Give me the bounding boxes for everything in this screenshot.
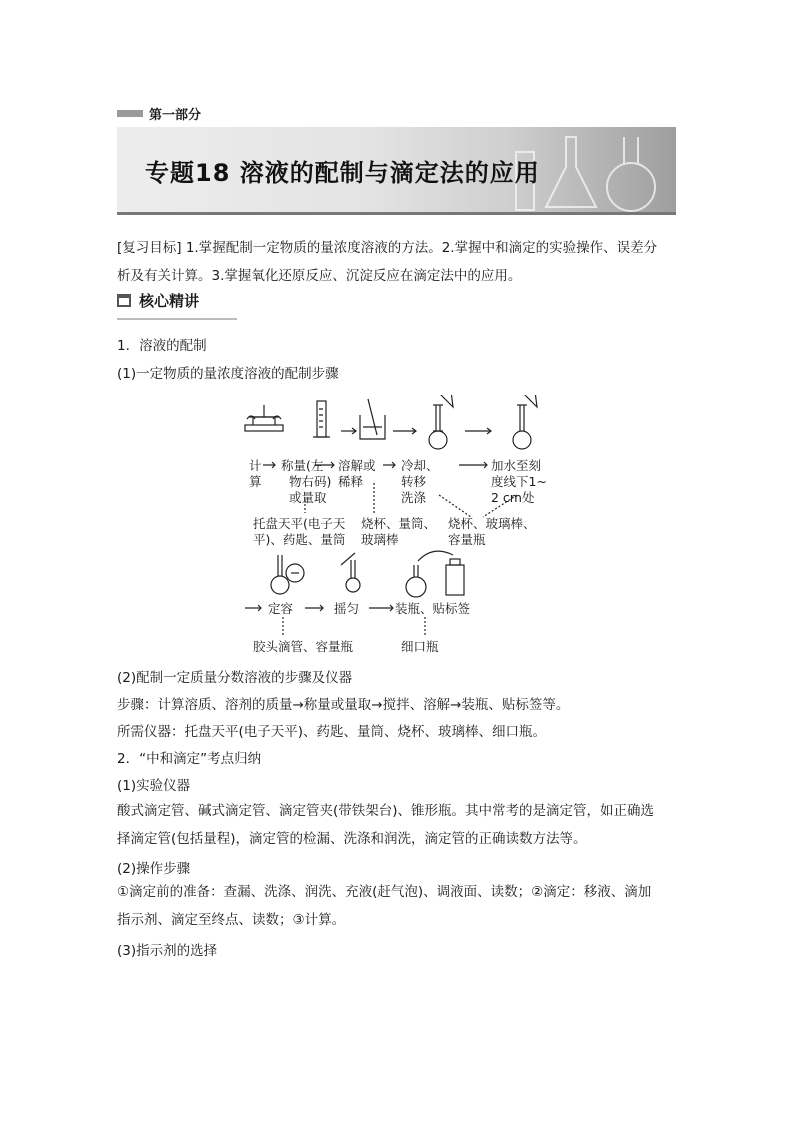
flask-and-bottle-icon — [406, 551, 464, 597]
subheading-operation-steps: (2)操作步骤 — [117, 861, 191, 877]
heading-solution-preparation: 1．溶液的配制 — [117, 338, 207, 354]
mass-fraction-steps: 步骤：计算溶质、溶剂的质量→称量或量取→搅拌、溶解→装瓶、贴标签等。 — [117, 697, 570, 713]
step-shake: 摇匀 — [334, 601, 360, 616]
subheading-mass-fraction: (2)配制一定质量分数溶液的步骤及仪器 — [117, 670, 353, 686]
instruments-dissolve: 烧杯、量筒、 玻璃棒 — [361, 516, 437, 547]
subheading-molar-steps: (1)一定物质的量浓度溶液的配制步骤 — [117, 366, 339, 382]
section-heading — [117, 290, 199, 311]
heading-neutralization-titration: 2．“中和滴定”考点归纳 — [117, 751, 262, 767]
arrow-icon — [393, 428, 416, 434]
instruments-weigh: 托盘天平(电子天 平)、药匙、量筒 — [253, 516, 346, 547]
review-goals-line-1: [复习目标] 1.掌握配制一定物质的量浓度溶液的方法。2.掌握中和滴定的实验操作、误差分 — [117, 240, 658, 256]
title-banner — [117, 127, 676, 215]
subheading-instruments: (1)实验仪器 — [117, 778, 191, 794]
volumetric-flask-icon — [513, 395, 537, 449]
part-label — [117, 104, 201, 123]
preparation-flow-diagram — [243, 395, 573, 665]
step-bottle-label: 装瓶、贴标签 — [395, 601, 471, 616]
review-goals-line-2: 析及有关计算。3.掌握氧化还原反应、沉淀反应在滴定法中的应用。 — [117, 268, 522, 284]
review-goals — [117, 234, 677, 290]
title-underline — [117, 212, 676, 215]
step-transfer: 冷却、 转移 洗涤 — [401, 458, 439, 505]
instruments-fix-volume: 胶头滴管、容量瓶 — [253, 639, 354, 654]
graduated-cylinder-icon — [313, 401, 330, 437]
instruments-line-1: 酸式滴定管、碱式滴定管、滴定管夹(带铁架台)、锥形瓶。其中常考的是滴定管，如正确选 — [117, 803, 655, 819]
section-icon — [117, 294, 131, 307]
section-title: 核心精讲 — [139, 292, 200, 310]
balance-icon — [245, 405, 283, 431]
operation-line-1: ①滴定前的准备：查漏、洗涤、润洗、充液(赶气泡)、调液面、读数；②滴定：移液、滴加 — [117, 884, 652, 900]
operation-line-2: 指示剂、滴定至终点、读数；③计算。 — [117, 912, 346, 928]
step-fix-volume: 定容 — [268, 601, 294, 616]
arrow-icon — [465, 428, 491, 434]
step-weigh: 称量(左 物右码) 或量取 — [281, 458, 332, 505]
volumetric-flask-icon — [271, 555, 304, 594]
instruments-line-2: 择滴定管(包括量程)，滴定管的检漏、洗涤和润洗，滴定管的正确读数方法等。 — [117, 831, 587, 847]
page-title: 专题18 溶液的配制与滴定法的应用 — [145, 159, 540, 187]
operation-steps-paragraph — [117, 878, 677, 934]
instruments-transfer: 烧杯、玻璃棒、 容量瓶 — [448, 516, 536, 547]
subheading-indicator-selection: (3)指示剂的选择 — [117, 943, 218, 959]
volumetric-flask-icon — [429, 395, 453, 449]
mass-fraction-instruments: 所需仪器：托盘天平(电子天平)、药匙、量筒、烧杯、玻璃棒、细口瓶。 — [117, 724, 547, 740]
instruments-bottle: 细口瓶 — [401, 639, 439, 654]
hand-shaking-icon — [341, 553, 360, 592]
section-divider — [117, 318, 237, 320]
instruments-paragraph — [117, 797, 677, 853]
step-add-water: 加水至刻 度线下1~ 2 cm处 — [491, 458, 547, 505]
part-label-text: 第一部分 — [149, 108, 202, 123]
arrow-icon — [341, 428, 356, 434]
beaker-icon — [360, 399, 385, 439]
step-dissolve: 溶解或 稀释 — [338, 458, 376, 489]
part-label-bar — [117, 110, 143, 117]
step-calculate: 计 算 — [249, 458, 262, 489]
